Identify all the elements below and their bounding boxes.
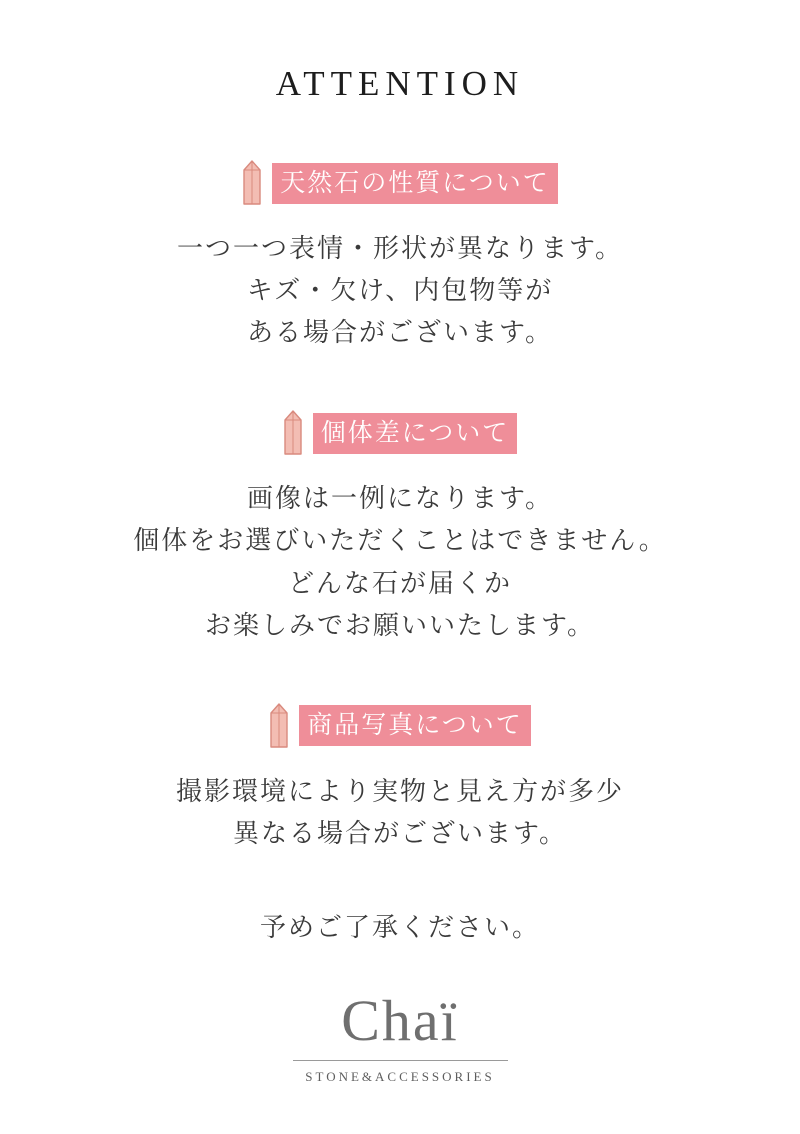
section-label: 個体差について: [313, 413, 518, 454]
body-line: 異なる場合がございます。: [233, 818, 567, 849]
body-line: お楽しみでお願いいたします。: [205, 610, 595, 641]
body-line: 個体をお選びいただくことはできません。: [133, 526, 667, 557]
body-line: どんな石が届くか: [287, 568, 512, 599]
page-title: ATTENTION: [275, 64, 525, 103]
brand-tagline: STONE&ACCESSORIES: [305, 1068, 495, 1084]
brand-divider: [293, 1060, 508, 1061]
section-heading-3: [269, 703, 531, 749]
section-body-1: [177, 228, 623, 354]
section-label: 天然石の性質について: [272, 163, 558, 204]
crystal-point-icon: [242, 160, 262, 206]
body-line: 撮影環境により実物と見え方が多少: [175, 776, 624, 807]
brand-logo: [293, 987, 508, 1085]
section-body-3: [176, 771, 624, 855]
body-line: キズ・欠け、内包物等が: [246, 276, 554, 307]
brand-name: Chaï: [341, 987, 459, 1053]
crystal-point-icon: [269, 703, 289, 749]
crystal-point-icon: [283, 410, 303, 456]
body-line: ある場合がございます。: [247, 318, 553, 349]
section-heading-2: [283, 410, 518, 456]
closing-note: 予めご了承ください。: [259, 912, 540, 943]
section-label: 商品写真について: [299, 705, 531, 746]
section-heading-1: [242, 160, 558, 206]
body-line: 一つ一つ表情・形状が異なります。: [177, 234, 623, 264]
section-body-2: [133, 478, 667, 646]
body-line: 画像は一例になります。: [247, 484, 553, 515]
